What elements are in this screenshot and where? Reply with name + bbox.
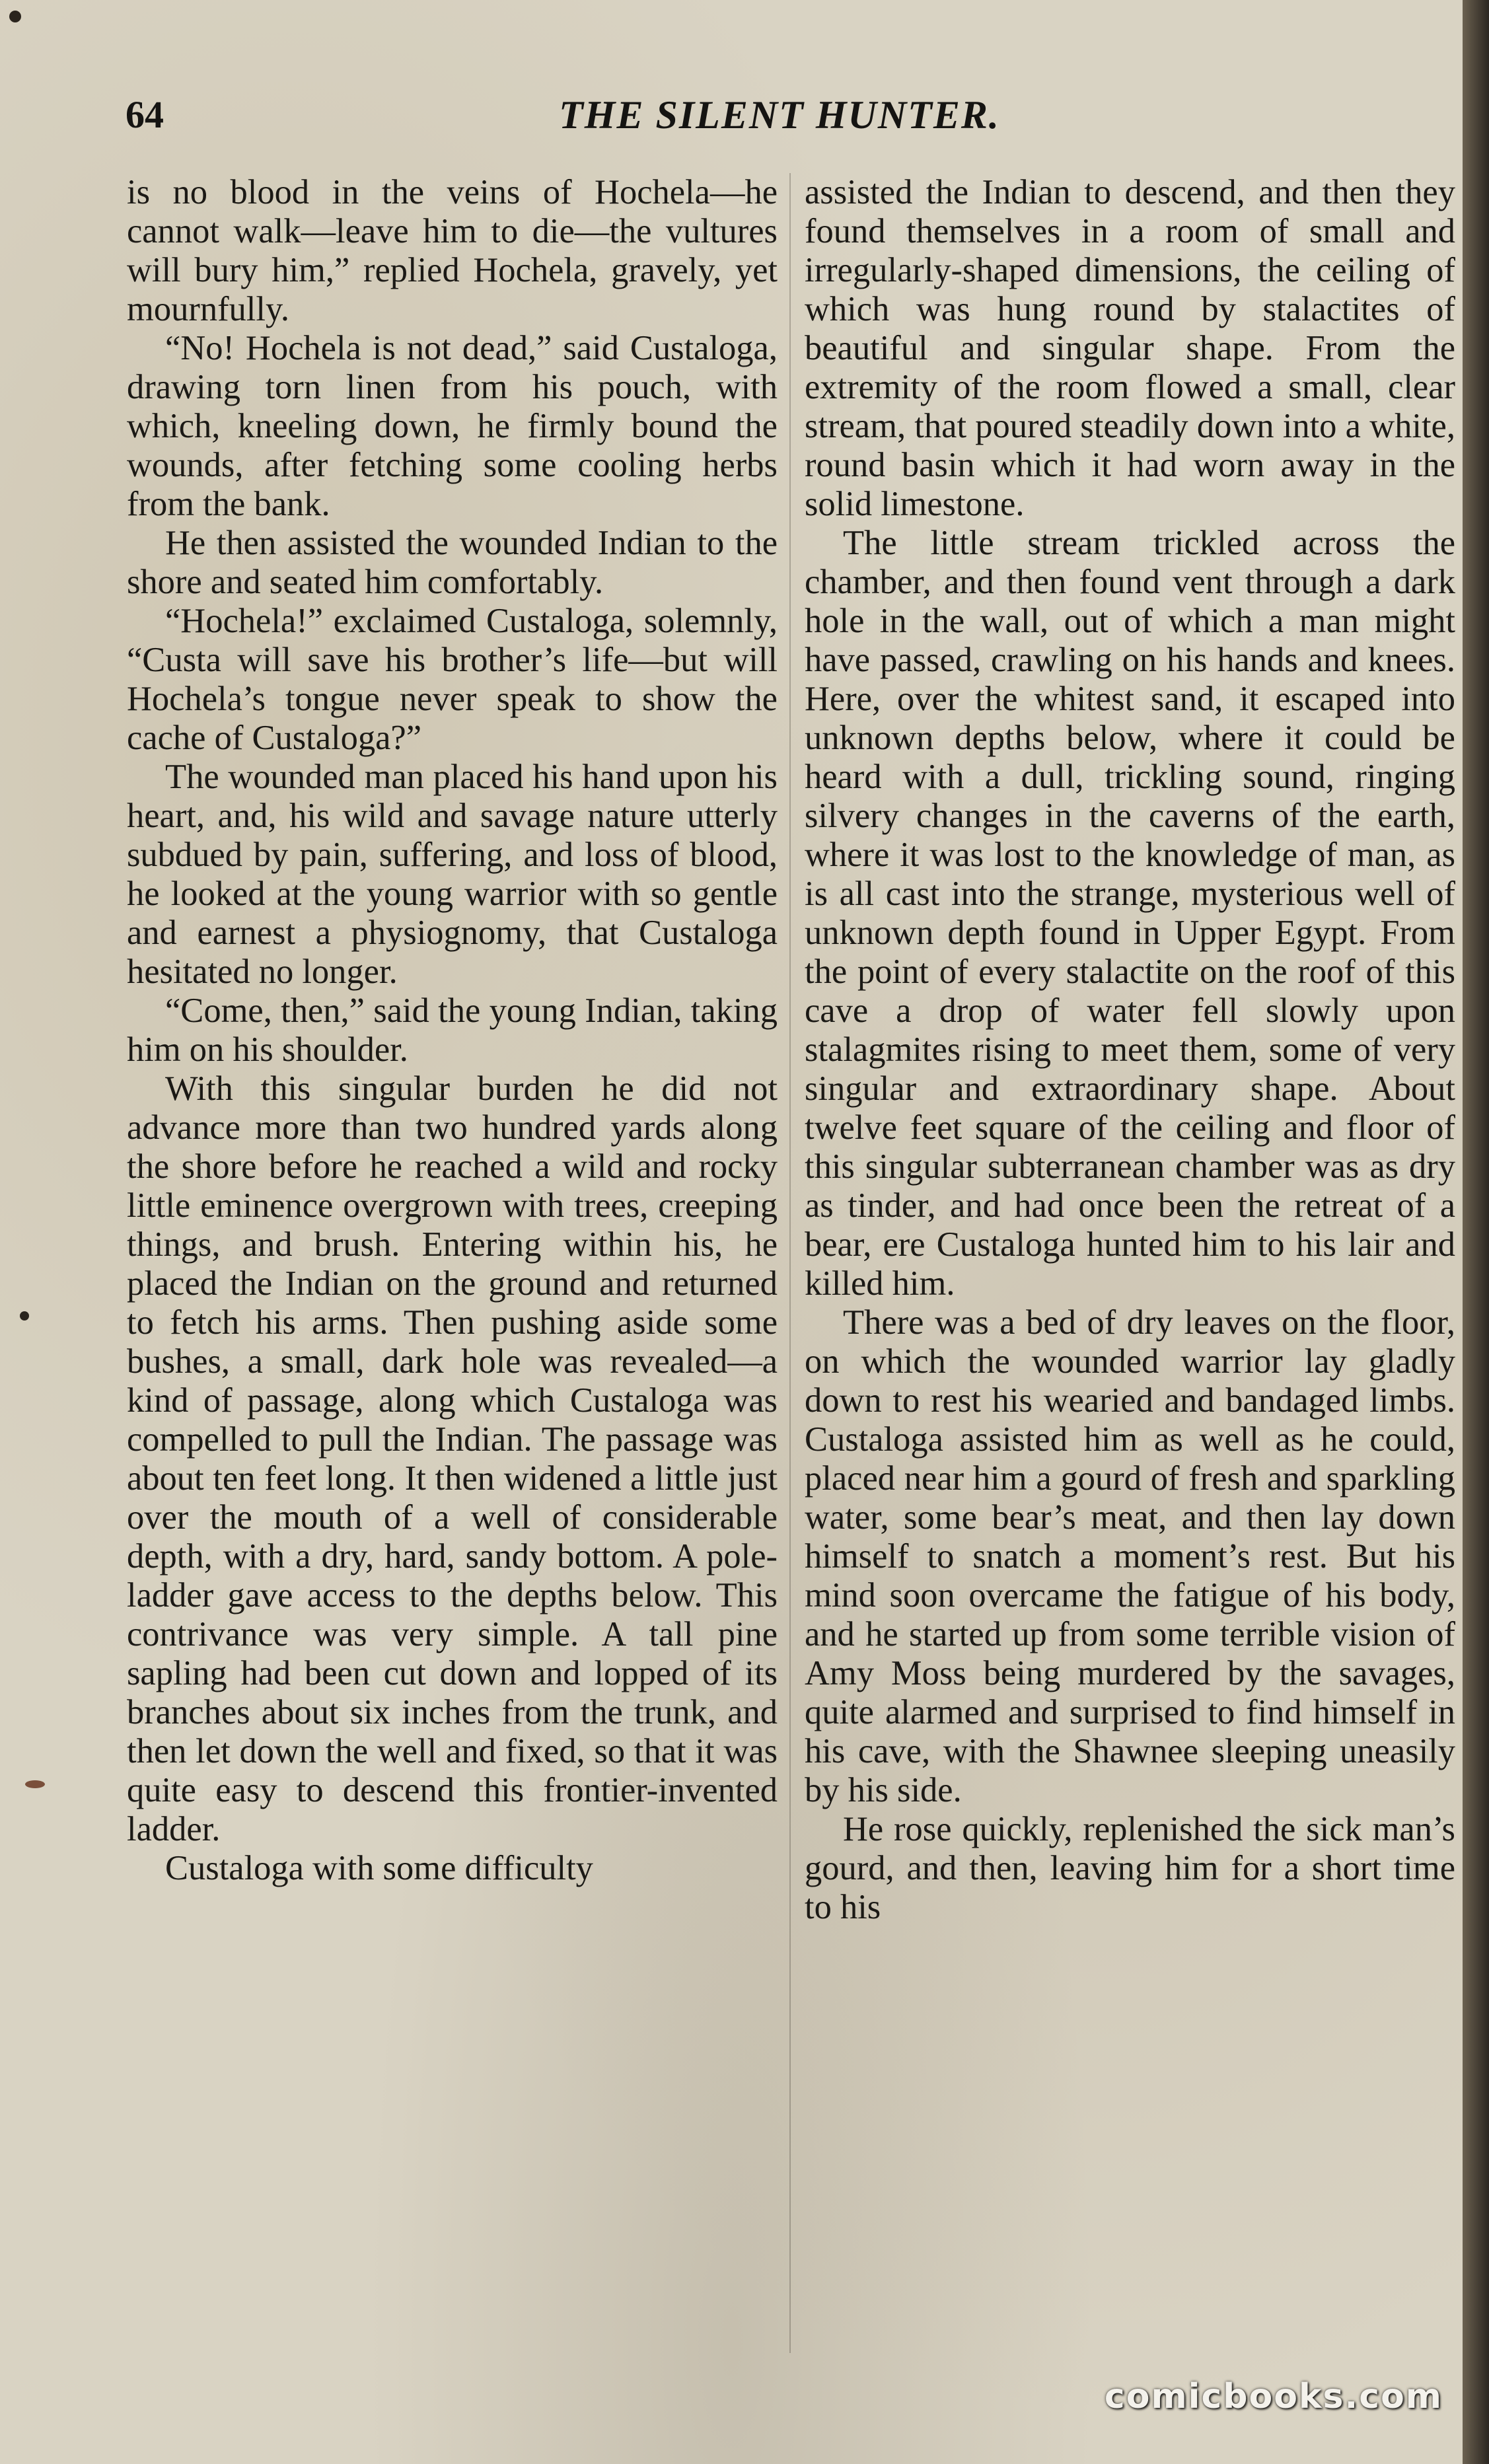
watermark: comicbooks.com: [1104, 2377, 1443, 2416]
page-title: THE SILENT HUNTER.: [559, 93, 1000, 137]
paragraph: The little stream trickled across the chamber, and then found vent through a dark hole in the wall, out of which a man might have passed, crawling on his hands and knees. Here, over the whitest sand, it escaped into unknown depths below, where it could be heard with a dull, trickling sound, ringing silvery changes in the caverns of the earth, where it was lost to the knowledge of man, as is all cast into the strange, mysterious well of unknown depth found in Upper Egypt. From the point of every stalactite on the roof of this cave a drop of water fell slowly upon stalagmites rising to meet them, some of very singular and extraordinary shape. About twelve feet square of the ceiling and floor of this singular subterranean chamber was as dry as tinder, and had once been the retreat of a bear, ere Custaloga hunted him to his lair and killed him.: [805, 524, 1455, 1303]
ink-spot: [9, 11, 21, 22]
ink-spot: [20, 1311, 29, 1321]
column-divider: [789, 173, 791, 2353]
paragraph: Custaloga with some difficulty: [165, 1849, 593, 1887]
text-column-right: [805, 173, 1455, 1927]
paragraph: He then assisted the wounded Indian to the shore and seated him comfortably.: [127, 524, 778, 601]
paragraph: There was a bed of dry leaves on the floor, on which the wounded warrior lay gladly down to rest his wearied and bandaged limbs. Custaloga assisted him as well as he could, placed near him a gourd of fresh and sparkling water, some bear’s meat, and then lay down himself to snatch a moment’s rest. But his mind soon overcame the fatigue of his body, and he started up from some terrible vision of Amy Moss being murdered by the savages, quite alarmed and surprised to find himself in his cave, with the Shawnee sleeping uneasily by his side.: [805, 1303, 1455, 1809]
page-number: 64: [126, 93, 164, 136]
text-column-left: [127, 173, 778, 1888]
paragraph: “Come, then,” said the young Indian, taking him on his shoulder.: [127, 992, 778, 1069]
paragraph: “No! Hochela is not dead,” said Custaloga, drawing torn linen from his pouch, with which, kneeling down, he firmly bound the wounds, after fetching some cooling herbs from the bank.: [127, 329, 778, 523]
paragraph: He rose quickly, replenished the sick man’s gourd, and then, leaving him for a short time to his: [805, 1810, 1455, 1926]
paragraph: is no blood in the veins of Hochela—he cannot walk—leave him to die—the vultures will bury him,” replied Hochela, gravely, yet mournfully.: [127, 173, 778, 328]
paragraph: assisted the Indian to descend, and then they found themselves in a room of small and irregularly-shaped dimensions, the ceiling of which was hung round by stalactites of beautiful and singular shape. From the extremity of the room flowed a small, clear stream, that poured steadily down into a white, round basin which it had worn away in the solid limestone.: [805, 173, 1455, 523]
ink-spot: [25, 1780, 45, 1788]
paragraph: “Hochela!” exclaimed Custaloga, solemnly, “Custa will save his brother’s life—but will Hochela’s tongue never speak to show the cache of Custaloga?”: [127, 602, 778, 757]
paragraph: With this singular burden he did not advance more than two hundred yards along the shore before he reached a wild and rocky little eminence overgrown with trees, creeping things, and brush. Entering within his, he placed the Indian on the ground and returned to fetch his arms. Then pushing aside some bushes, a small, dark hole was revealed—a kind of passage, along which Custaloga was compelled to pull the Indian. The passage was about ten feet long. It then widened a little just over the mouth of a well of considerable depth, with a dry, hard, sandy bottom. A pole-ladder gave access to the depths below. This contrivance was very simple. A tall pine sapling had been cut down and lopped of its branches about six inches from the trunk, and then let down the well and fixed, so that it was quite easy to descend this frontier-invented ladder.: [127, 1069, 778, 1848]
paragraph: The wounded man placed his hand upon his heart, and, his wild and savage nature utterly subdued by pain, suffering, and loss of blood, he looked at the young warrior with so gentle and earnest a physiognomy, that Custaloga hesitated no longer.: [127, 758, 778, 991]
page-edge: [1463, 0, 1489, 2464]
running-head: [126, 92, 1434, 145]
